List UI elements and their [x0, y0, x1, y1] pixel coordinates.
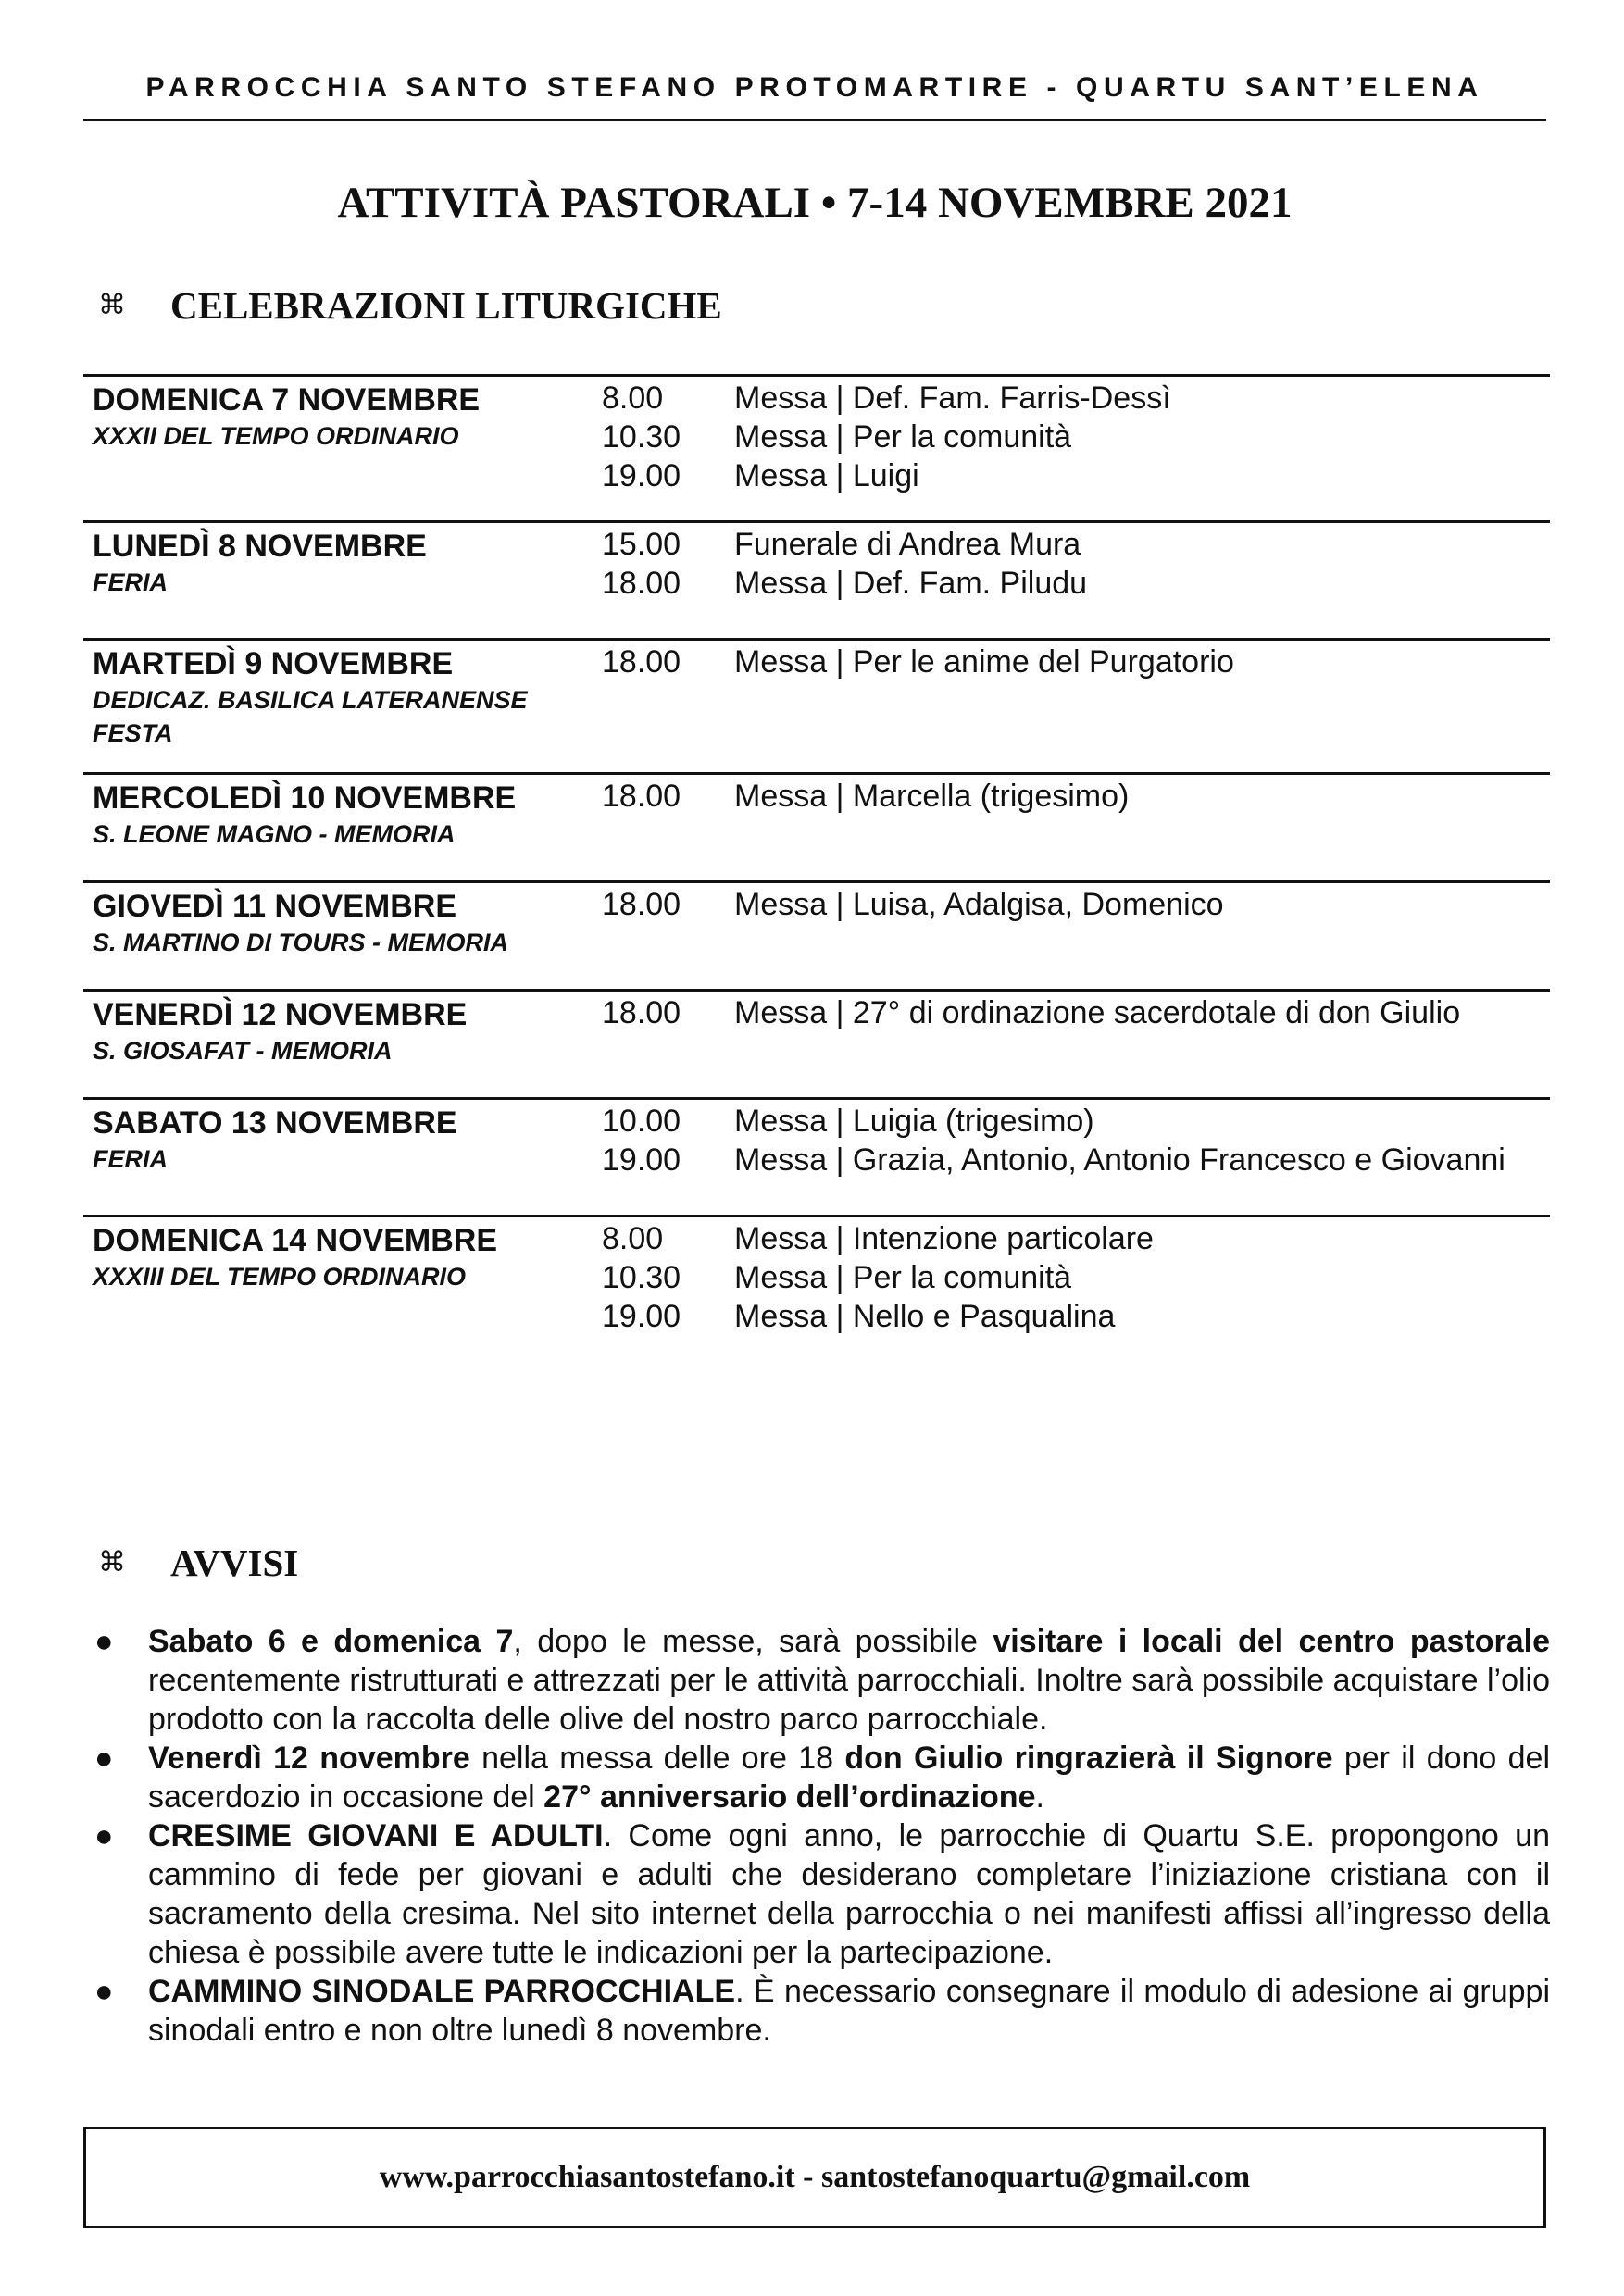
event-description: Messa | Marcella (trigesimo) [734, 779, 1130, 814]
event-time: 10.30 [602, 1260, 681, 1295]
notice-text: per il dono del sacerdozio in occasione del [148, 1741, 1551, 1815]
event-description: Messa | Per la comunità [734, 419, 1072, 455]
day-name: DOMENICA 14 NOVEMBRE [93, 1223, 498, 1258]
liturgical-note [93, 1034, 393, 1067]
event-description: Messa | Grazia, Antonio, Antonio Francesco e Giovanni [734, 1142, 1505, 1178]
liturgical-note [93, 1142, 168, 1176]
notice-text: . [1035, 1779, 1044, 1815]
event-time: 18.00 [602, 644, 681, 680]
liturgical-note [93, 1260, 466, 1293]
event-time: 18.00 [602, 887, 681, 922]
event-description: Messa | Per le anime del Purgatorio [734, 644, 1234, 680]
section-title: CELEBRAZIONI LITURGICHE [170, 284, 722, 327]
notice-item [83, 1739, 1550, 1816]
day-row [83, 1097, 1550, 1215]
event-description: Messa | Luigi [734, 458, 919, 493]
notice-highlight: don Giulio ringrazierà il Signore [844, 1741, 1333, 1776]
event-description: Messa | Per la comunità [734, 1260, 1072, 1295]
notice-text: , dopo le messe, sarà possibile [513, 1624, 993, 1659]
notice-text: recentemente ristrutturati e attrezzati per le attività parrocchiali. Inoltre sarà possibile acquistare l’olio prodotto con la raccolta delle olive del nostro parco parrocchiale. [148, 1663, 1550, 1737]
event-description: Messa | Nello e Pasqualina [734, 1299, 1116, 1334]
notice-highlight: CAMMINO SINODALE PARROCCHIALE [148, 1974, 736, 2009]
notice-highlight: CRESIME GIOVANI E ADULTI [148, 1818, 604, 1853]
event-description: Messa | 27° di ordinazione sacerdotale di don Giulio [734, 995, 1461, 1030]
event-description: Messa | Luigia (trigesimo) [734, 1104, 1094, 1139]
day-name: DOMENICA 7 NOVEMBRE [93, 382, 481, 418]
liturgical-note [93, 683, 528, 750]
liturgical-note-line: XXXIII DEL TEMPO ORDINARIO [93, 1263, 467, 1291]
notice-highlight: Venerdì 12 novembre [148, 1741, 470, 1776]
liturgical-note-line: FESTA [93, 719, 173, 747]
day-row [83, 772, 1550, 880]
liturgical-note [93, 566, 168, 599]
event-time: 10.00 [602, 1104, 681, 1139]
event-description: Messa | Luisa, Adalgisa, Domenico [734, 887, 1224, 922]
event-description: Messa | Def. Fam. Piludu [734, 566, 1088, 601]
day-name: LUNEDÌ 8 NOVEMBRE [93, 529, 427, 564]
day-row [83, 638, 1550, 772]
day-name: SABATO 13 NOVEMBRE [93, 1105, 457, 1141]
event-time: 8.00 [602, 1221, 664, 1256]
notice-text: nella messa delle ore 18 [469, 1741, 845, 1776]
liturgical-note-line: XXXII DEL TEMPO ORDINARIO [93, 422, 459, 450]
liturgical-note-line: DEDICAZ. BASILICA LATERANENSE [93, 686, 528, 714]
page-title: ATTIVITÀ PASTORALI • 7-14 NOVEMBRE 2021 [337, 179, 1293, 227]
liturgical-note [93, 817, 456, 851]
event-time: 19.00 [602, 458, 681, 493]
footer-contacts: www.parrocchiasantostefano.it - santostefanoquartu@gmail.com [379, 2160, 1251, 2194]
event-time: 8.00 [602, 381, 664, 416]
cross-pattee-icon: ⌘ [98, 1546, 126, 1578]
bullet-dot-icon: ● [94, 1741, 114, 1776]
notice-text: . Come ogni anno, le parrocchie di Quartu S.E. propongono un cammino di fede per giovani e adulti che desiderano completare l’iniziazione cristiana con il sacramento della cresima. Nel sito internet della parrocchia o nei manifesti affissi all’ingresso della chiesa è possibile avere tutte le indicazioni per la partecipazione. [148, 1818, 1550, 1970]
parish-header: PARROCCHIA SANTO STEFANO PROTOMARTIRE - QUARTU SANT’ELENA [145, 72, 1484, 103]
liturgical-note-line: S. MARTINO DI TOURS - MEMORIA [93, 929, 509, 956]
day-row [83, 520, 1550, 638]
section-title: AVVISI [170, 1541, 299, 1584]
event-description: Messa | Intenzione particolare [734, 1221, 1154, 1256]
notice-highlight: visitare i locali del centro pastorale [993, 1624, 1550, 1659]
day-name: VENERDÌ 12 NOVEMBRE [93, 997, 468, 1032]
notices-list [83, 1622, 1550, 2050]
event-time: 19.00 [602, 1142, 681, 1178]
liturgical-note-line: FERIA [93, 568, 168, 596]
event-time: 15.00 [602, 527, 681, 562]
day-name: MARTEDÌ 9 NOVEMBRE [93, 646, 454, 681]
bullet-dot-icon: ● [94, 1818, 114, 1853]
event-description: Funerale di Andrea Mura [734, 527, 1081, 562]
notice-highlight: Sabato 6 e domenica 7 [148, 1624, 514, 1659]
event-time: 10.30 [602, 419, 681, 455]
bullet-dot-icon: ● [94, 1624, 114, 1659]
liturgical-note-line: S. LEONE MAGNO - MEMORIA [93, 820, 456, 848]
event-description: Messa | Def. Fam. Farris-Dessì [734, 381, 1171, 416]
liturgical-note [93, 419, 459, 453]
notice-item [83, 1972, 1550, 2050]
liturgical-schedule [83, 374, 1550, 1354]
footer-box [83, 2127, 1546, 2228]
header-rule [83, 119, 1546, 121]
event-time: 19.00 [602, 1299, 681, 1334]
notice-highlight: 27° anniversario dell’ordinazione [543, 1779, 1036, 1815]
day-name: MERCOLEDÌ 10 NOVEMBRE [93, 780, 517, 816]
day-name: GIOVEDÌ 11 NOVEMBRE [93, 889, 456, 924]
liturgical-note-line: FERIA [93, 1145, 168, 1173]
notice-item [83, 1622, 1550, 1739]
day-row [83, 880, 1550, 989]
cross-pattee-icon: ⌘ [98, 289, 126, 321]
event-time: 18.00 [602, 566, 681, 601]
liturgical-note [93, 926, 508, 959]
day-row [83, 374, 1550, 520]
notice-text: . È necessario consegnare il modulo di adesione ai gruppi sinodali entro e non oltre lunedì 8 novembre. [148, 1974, 1550, 2048]
day-row [83, 1215, 1550, 1354]
event-time: 18.00 [602, 779, 681, 814]
liturgical-note-line: S. GIOSAFAT - MEMORIA [93, 1037, 393, 1065]
notice-item [83, 1816, 1550, 1972]
event-time: 18.00 [602, 995, 681, 1030]
bullet-dot-icon: ● [94, 1974, 114, 2009]
day-row [83, 989, 1550, 1097]
